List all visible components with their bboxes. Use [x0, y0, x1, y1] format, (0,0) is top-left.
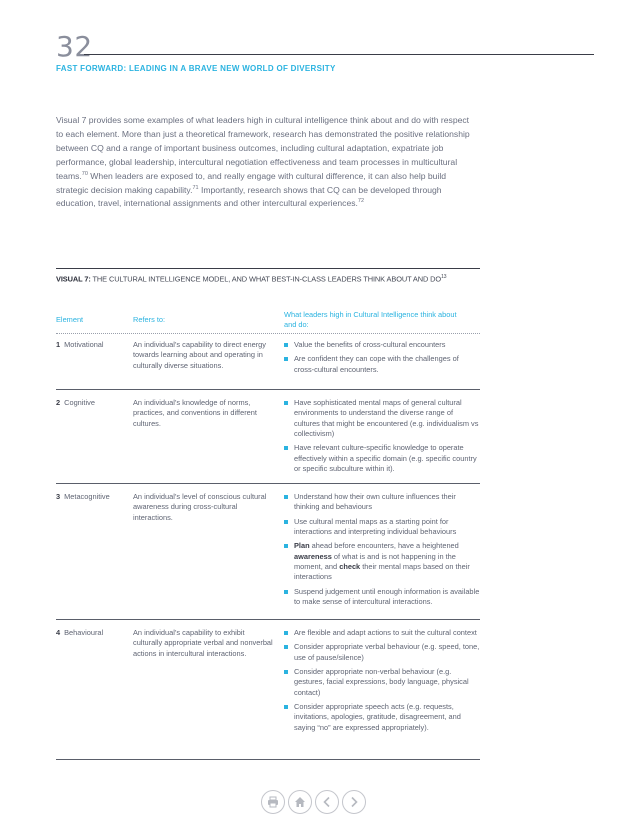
- home-button[interactable]: [288, 790, 312, 814]
- intro-text-3: Importantly, research shows that CQ can be developed through education, travel, international assignments and other intercultural experiences.: [56, 184, 442, 209]
- table-row: [56, 338, 480, 388]
- table-bottom-rule: [56, 759, 480, 760]
- next-page-button[interactable]: [342, 790, 366, 814]
- list-item-text: ahead before encounters, have a heightened: [309, 541, 459, 551]
- list-item: Consider appropriate speech acts (e.g. requests, invitations, apologies, gratitude, disagreement, and saying “no” are expressed appropriately).: [284, 702, 480, 733]
- print-button[interactable]: [261, 790, 285, 814]
- footnote-ref[interactable]: 71: [192, 184, 199, 191]
- footnote-ref[interactable]: 72: [357, 198, 365, 205]
- row-number: 3: [56, 492, 61, 501]
- column-header-leaders: What leaders high in Cultural Intelligence think about and do:: [284, 310, 457, 329]
- chevron-left-icon: [321, 796, 333, 808]
- header-dotted-rule: [56, 333, 480, 334]
- visual-title-text: THE CULTURAL INTELLIGENCE MODEL, AND WHAT BEST-IN-CLASS LEADERS THINK ABOUT AND DO: [90, 274, 442, 284]
- list-item: Are confident they can cope with the challenges of cross-cultural encounters.: [284, 354, 480, 375]
- visual-top-rule: [56, 268, 480, 269]
- intro-text-1: Visual 7 provides some examples of what leaders high in cultural intelligence think about and do with respect to each element. More than just a theoretical framework, research has demonstrated the positive relationship between CQ and a range of important business outcomes, including cultural adaptation, expatriate job performance, global leadership, intercultural negotiation effectiveness and team processes in multicultural teams.: [56, 115, 470, 181]
- list-item: Are flexible and adapt actions to suit the cultural context: [284, 628, 480, 638]
- visual-title: [56, 274, 446, 283]
- element-cell: [56, 492, 110, 502]
- list-item: Have relevant culture-specific knowledge to operate effectively within a specific domain (e.g. specific country or specific subculture within it).: [284, 443, 480, 474]
- refers-to-cell: An individual’s knowledge of norms, practices, and conventions in different cultures.: [133, 398, 257, 428]
- list-item: Consider appropriate non-verbal behaviour (e.g. gestures, facial expressions, body language, physical contact): [284, 667, 480, 698]
- footnote-ref[interactable]: 13: [441, 274, 447, 280]
- element-cell: [56, 340, 104, 350]
- list-item: [284, 541, 480, 583]
- leader-actions-list: [284, 492, 480, 611]
- header-divider: [84, 54, 594, 55]
- list-item: Understand how their own culture influences their thinking and behaviours: [284, 492, 480, 513]
- element-name: Behavioural: [64, 628, 104, 637]
- home-icon: [294, 796, 306, 808]
- element-cell: [56, 628, 103, 638]
- element-cell: [56, 398, 95, 408]
- chevron-right-icon: [348, 796, 360, 808]
- list-item: Use cultural mental maps as a starting point for interactions and interpreting individual behaviours: [284, 517, 480, 538]
- running-header-title: FAST FORWARD: LEADING IN A BRAVE NEW WORLD OF DIVERSITY: [56, 64, 336, 73]
- list-item: Value the benefits of cross-cultural encounters: [284, 340, 480, 350]
- row-number: 2: [56, 398, 61, 407]
- previous-page-button[interactable]: [315, 790, 339, 814]
- list-item: Have sophisticated mental maps of general cultural environments to understand the diverse range of cultures that might be encountered (e.g. individualism vs collectivism): [284, 398, 480, 440]
- keyword-awareness: awareness: [294, 551, 332, 561]
- table-row: [56, 626, 480, 756]
- list-item: Suspend judgement until enough information is available to make sense of intercultural interactions.: [284, 587, 480, 608]
- footnote-ref[interactable]: 70: [81, 170, 88, 177]
- leader-actions-list: [284, 340, 480, 379]
- intro-paragraph: [56, 114, 474, 211]
- list-item-text: of what is and is not happening in the moment, and: [294, 551, 456, 572]
- element-name: Metacognitive: [64, 492, 110, 501]
- leader-actions-list: [284, 398, 480, 478]
- column-header-refers-to: Refers to:: [133, 315, 166, 324]
- intro-text-2: When leaders are exposed to, and really engage with cultural difference, it can also help build strategic decision making capability.: [56, 170, 447, 195]
- element-name: Cognitive: [64, 398, 95, 407]
- row-divider: [56, 389, 480, 390]
- row-number: 4: [56, 628, 61, 637]
- column-header-element: Element: [56, 315, 84, 324]
- table-row: [56, 396, 480, 484]
- page-number: 32: [56, 30, 93, 63]
- page-navigation: [261, 790, 366, 816]
- list-item: Consider appropriate verbal behaviour (e.g. speed, tone, use of pause/silence): [284, 642, 480, 663]
- row-number: 1: [56, 340, 61, 349]
- leader-actions-list: [284, 628, 480, 737]
- refers-to-cell: An individual’s capability to exhibit culturally appropriate verbal and nonverbal actions in intercultural interactions.: [133, 628, 273, 658]
- keyword-check: check: [339, 562, 361, 572]
- row-divider: [56, 619, 480, 620]
- visual-title-label: VISUAL 7:: [56, 274, 91, 284]
- element-name: Motivational: [64, 340, 104, 349]
- refers-to-cell: An individual’s capability to direct energy towards learning about and operating in culturally diverse situations.: [133, 340, 266, 370]
- row-divider: [56, 483, 480, 484]
- table-header: [56, 308, 480, 334]
- list-item-text: their mental maps based on their interactions: [294, 562, 470, 582]
- table-row: [56, 490, 480, 620]
- keyword-plan: Plan: [294, 541, 310, 551]
- refers-to-cell: An individual’s level of conscious cultural awareness during cross-cultural interactions.: [133, 492, 267, 522]
- print-icon: [267, 796, 279, 808]
